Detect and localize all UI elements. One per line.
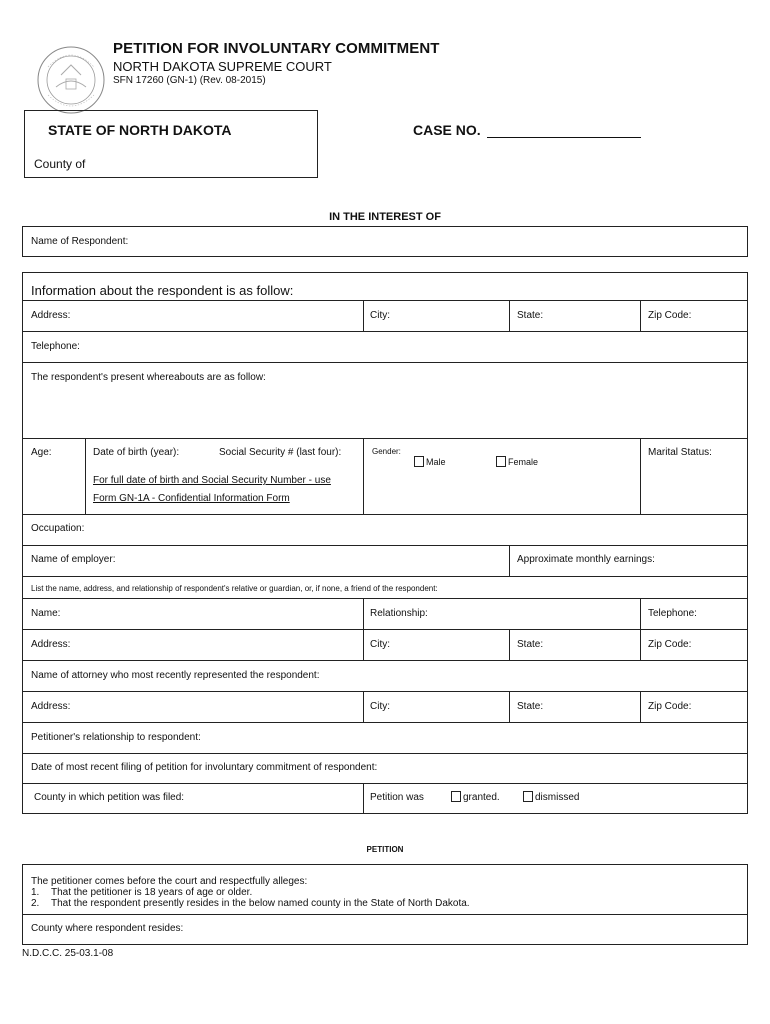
petition-intro: The petitioner comes before the court and respectfully alleges: xyxy=(31,876,308,887)
occupation-field[interactable]: Occupation: xyxy=(31,523,85,534)
gender-label: Gender: xyxy=(372,447,401,456)
zip-field[interactable]: Zip Code: xyxy=(648,310,692,321)
telephone-field[interactable]: Telephone: xyxy=(31,341,80,352)
attorney-city-field[interactable]: City: xyxy=(370,701,390,712)
county-resides-field[interactable]: County where respondent resides: xyxy=(31,923,184,934)
petition-heading: PETITION xyxy=(366,845,404,854)
female-label: Female xyxy=(508,457,539,467)
granted-checkbox[interactable] xyxy=(451,791,461,802)
marital-status-field[interactable]: Marital Status: xyxy=(648,447,712,458)
statute-reference: N.D.C.C. 25-03.1-08 xyxy=(22,948,114,959)
earnings-field[interactable]: Approximate monthly earnings: xyxy=(517,554,655,565)
relative-zip-field[interactable]: Zip Code: xyxy=(648,639,692,650)
respondent-name-field[interactable] xyxy=(22,226,748,257)
male-checkbox[interactable] xyxy=(414,456,424,467)
case-no-field[interactable] xyxy=(487,137,641,138)
county-label[interactable]: County of xyxy=(34,157,86,171)
case-no-label: CASE NO. xyxy=(413,122,481,138)
attorney-state-field[interactable]: State: xyxy=(517,701,544,712)
employer-field[interactable]: Name of employer: xyxy=(31,554,116,565)
state-field[interactable]: State: xyxy=(517,310,544,321)
relative-name-field[interactable]: Name: xyxy=(31,608,61,619)
petition-was-label: Petition was xyxy=(370,792,424,803)
dismissed-label: dismissed xyxy=(535,792,580,803)
respondent-info-table xyxy=(22,272,748,814)
state-seal-logo xyxy=(36,45,106,115)
relative-city-field[interactable]: City: xyxy=(370,639,390,650)
recent-filing-date-field[interactable]: Date of most recent filing of petition for involuntary commitment of respondent: xyxy=(31,762,378,773)
male-label: Male xyxy=(426,457,446,467)
relative-state-field[interactable]: State: xyxy=(517,639,544,650)
relative-instructions: List the name, address, and relationship of respondent's relative or guardian, or, if none, a friend of the respondent: xyxy=(31,584,438,593)
item2-number: 2. xyxy=(31,898,40,909)
respondent-name-label: Name of Respondent: xyxy=(31,236,129,247)
attorney-name-field[interactable]: Name of attorney who most recently represented the respondent: xyxy=(31,670,320,681)
gn1a-note-line2[interactable]: Form GN-1A - Confidential Information Form xyxy=(93,493,290,504)
address-field[interactable]: Address: xyxy=(31,310,71,321)
age-field[interactable]: Age: xyxy=(31,447,52,458)
item1-text: That the petitioner is 18 years of age or older. xyxy=(51,887,253,898)
court-name: NORTH DAKOTA SUPREME COURT xyxy=(113,59,332,74)
item2-text: That the respondent presently resides in the below named county in the State of North Dakota. xyxy=(51,898,470,909)
granted-label: granted. xyxy=(463,792,500,803)
female-checkbox[interactable] xyxy=(496,456,506,467)
relative-telephone-field[interactable]: Telephone: xyxy=(648,608,697,619)
relationship-field[interactable]: Relationship: xyxy=(370,608,428,619)
attorney-address-field[interactable]: Address: xyxy=(31,701,71,712)
relative-address-field[interactable]: Address: xyxy=(31,639,71,650)
petition-allegations-box xyxy=(22,864,748,945)
county-filed-field[interactable]: County in which petition was filed: xyxy=(34,792,185,803)
form-title: PETITION FOR INVOLUNTARY COMMITMENT xyxy=(113,40,440,57)
whereabouts-field[interactable]: The respondent's present whereabouts are as follow: xyxy=(31,372,266,383)
attorney-zip-field[interactable]: Zip Code: xyxy=(648,701,692,712)
form-number: SFN 17260 (GN-1) (Rev. 08-2015) xyxy=(113,75,266,86)
item1-number: 1. xyxy=(31,887,40,898)
dismissed-checkbox[interactable] xyxy=(523,791,533,802)
gn1a-note-line1: For full date of birth and Social Security Number - use xyxy=(93,475,331,486)
petitioner-relationship-field[interactable]: Petitioner's relationship to respondent: xyxy=(31,732,201,743)
info-heading: Information about the respondent is as follow: xyxy=(31,283,294,298)
ssn-field[interactable]: Social Security # (last four): xyxy=(219,447,342,458)
dob-field[interactable]: Date of birth (year): xyxy=(93,447,180,458)
in-the-interest-heading: IN THE INTEREST OF xyxy=(329,211,441,223)
city-field[interactable]: City: xyxy=(370,310,390,321)
state-label: STATE OF NORTH DAKOTA xyxy=(48,122,232,138)
caption-box xyxy=(24,110,318,178)
